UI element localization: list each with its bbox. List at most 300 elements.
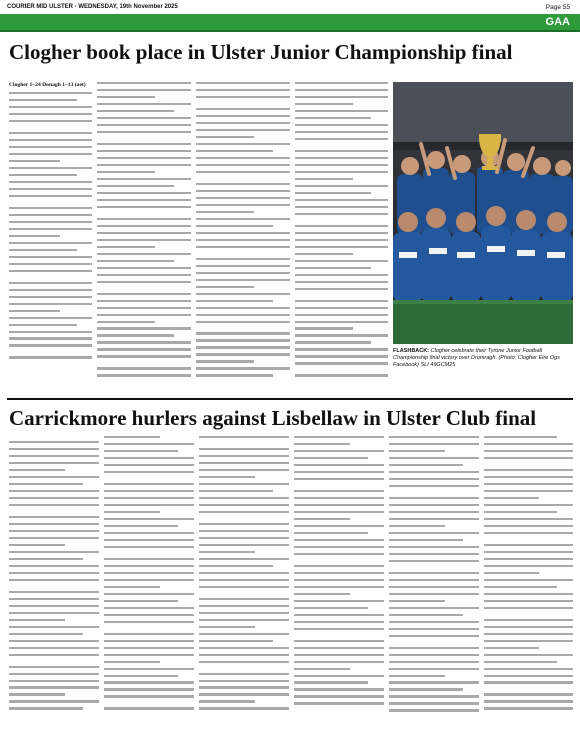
body-text-line — [97, 199, 191, 201]
body-text-line — [104, 600, 178, 602]
body-text-line — [199, 490, 273, 492]
body-text-line — [484, 525, 573, 527]
body-text-line — [97, 355, 191, 357]
body-text-line — [484, 457, 573, 459]
body-text-line — [9, 537, 99, 539]
body-text-line — [97, 110, 174, 112]
body-text-line — [389, 709, 479, 711]
body-text-line — [97, 327, 191, 329]
body-text-line — [97, 314, 191, 316]
body-text-line — [97, 281, 191, 283]
body-text-line — [97, 267, 191, 269]
body-text-line — [389, 572, 479, 574]
article2-column-1 — [9, 436, 99, 732]
body-text-line — [295, 206, 388, 208]
body-text-line — [104, 633, 194, 635]
body-text-line — [196, 108, 290, 110]
body-text-line — [389, 539, 463, 541]
body-text-line — [97, 239, 191, 241]
body-text-line — [389, 635, 479, 637]
body-text-line — [484, 450, 573, 452]
article1-column-3 — [196, 82, 290, 394]
body-text-line — [389, 614, 463, 616]
body-text-line — [9, 530, 99, 532]
photo-caption — [393, 348, 573, 369]
body-text-line — [484, 586, 557, 588]
body-text-line — [9, 113, 92, 115]
body-text-line — [199, 476, 255, 478]
body-text-line — [9, 441, 99, 443]
body-text-line — [97, 131, 191, 133]
body-text-line — [295, 89, 388, 91]
body-text-line — [196, 272, 290, 274]
body-text-line — [199, 530, 289, 532]
body-text-line — [104, 471, 194, 473]
body-text-line — [196, 204, 290, 206]
body-text-line — [104, 457, 194, 459]
body-text-line — [9, 331, 92, 333]
body-text-line — [199, 598, 289, 600]
body-text-line — [199, 544, 289, 546]
section-label: GAA — [545, 16, 570, 28]
body-text-line — [199, 455, 289, 457]
body-text-line — [196, 314, 290, 316]
body-text-line — [104, 695, 194, 697]
body-text-line — [199, 661, 289, 663]
body-text-line — [9, 221, 92, 223]
body-text-line — [9, 120, 92, 122]
body-text-line — [389, 546, 479, 548]
team-celebration-photo — [393, 82, 573, 344]
body-text-line — [389, 654, 479, 656]
body-text-line — [199, 483, 289, 485]
body-text-line — [294, 497, 384, 499]
body-text-line — [484, 619, 573, 621]
body-text-line — [97, 192, 191, 194]
body-text-line — [294, 525, 384, 527]
body-text-line — [196, 143, 290, 145]
body-text-line — [484, 483, 573, 485]
body-text-line — [389, 478, 479, 480]
body-text-line — [97, 218, 191, 220]
body-text-line — [196, 293, 290, 295]
body-text-line — [196, 115, 290, 117]
caption-text: Clogher celebrate their Tyrone Junior Football Championship final victory over Dromragh. (Photo: Clogher Eire Ogs Facebook) SLI 49GCM25 — [393, 348, 560, 368]
body-text-line — [389, 485, 479, 487]
body-text-line — [97, 206, 191, 208]
body-text-line — [97, 150, 191, 152]
body-text-line — [9, 666, 99, 668]
article1-byline: Clogher 1–24 Donagh 1–13 (aet) — [9, 82, 86, 88]
body-text-line — [9, 153, 92, 155]
body-text-line — [294, 553, 384, 555]
body-text-line — [104, 654, 194, 656]
body-text-line — [9, 605, 99, 607]
body-text-line — [97, 157, 191, 159]
body-text-line — [295, 117, 371, 119]
body-text-line — [389, 457, 479, 459]
body-text-line — [104, 546, 194, 548]
body-text-line — [9, 160, 60, 162]
article-divider — [7, 398, 573, 400]
body-text-line — [294, 654, 384, 656]
body-text-line — [97, 185, 174, 187]
body-text-line — [484, 668, 573, 670]
body-text-line — [104, 572, 194, 574]
body-text-line — [295, 327, 353, 329]
body-text-line — [104, 668, 194, 670]
body-text-line — [9, 270, 92, 272]
body-text-line — [104, 464, 194, 466]
body-text-line — [9, 565, 99, 567]
body-text-line — [484, 511, 557, 513]
body-text-line — [294, 647, 384, 649]
body-text-line — [389, 471, 479, 473]
body-text-line — [104, 518, 194, 520]
body-text-line — [389, 436, 479, 438]
body-text-line — [484, 579, 573, 581]
body-text-line — [389, 607, 479, 609]
body-text-line — [295, 138, 388, 140]
body-text-line — [389, 464, 463, 466]
body-text-line — [97, 260, 174, 262]
article2-column-3 — [199, 436, 289, 732]
body-text-line — [294, 546, 384, 548]
body-text-line — [199, 633, 289, 635]
body-text-line — [196, 346, 290, 348]
body-text-line — [389, 450, 445, 452]
body-text-line — [199, 612, 289, 614]
body-text-line — [294, 586, 384, 588]
body-text-line — [196, 367, 290, 369]
body-text-line — [9, 654, 99, 656]
body-text-line — [9, 92, 92, 94]
body-text-line — [294, 668, 350, 670]
body-text-line — [196, 225, 273, 227]
body-text-line — [294, 579, 384, 581]
body-text-line — [196, 246, 290, 248]
body-text-line — [389, 695, 479, 697]
body-text-line — [294, 450, 384, 452]
body-text-line — [199, 579, 289, 581]
masthead-bar — [0, 0, 580, 14]
body-text-line — [9, 242, 92, 244]
body-text-line — [9, 551, 99, 553]
body-text-line — [104, 450, 178, 452]
body-text-line — [199, 626, 255, 628]
body-text-line — [196, 171, 290, 173]
body-text-line — [389, 511, 479, 513]
body-text-line — [199, 462, 289, 464]
body-text-line — [9, 673, 99, 675]
article1-headline: Clogher book place in Ulster Junior Championship final — [9, 40, 513, 64]
body-text-line — [484, 633, 573, 635]
body-text-line — [199, 511, 289, 513]
body-text-line — [97, 225, 191, 227]
body-text-line — [484, 476, 573, 478]
body-text-line — [9, 619, 65, 621]
body-text-line — [196, 89, 290, 91]
body-text-line — [196, 157, 290, 159]
body-text-line — [484, 532, 573, 534]
body-text-line — [295, 253, 353, 255]
body-text-line — [97, 334, 174, 336]
body-text-line — [9, 544, 65, 546]
article1-column-2 — [97, 82, 191, 394]
body-text-line — [196, 122, 290, 124]
body-text-line — [484, 607, 573, 609]
body-text-line — [199, 619, 289, 621]
body-text-line — [196, 164, 290, 166]
body-text-line — [104, 532, 194, 534]
body-text-line — [484, 565, 573, 567]
body-text-line — [97, 300, 191, 302]
body-text-line — [97, 171, 155, 173]
body-text-line — [294, 478, 384, 480]
body-text-line — [199, 707, 289, 709]
body-text-line — [9, 448, 99, 450]
body-text-line — [294, 572, 384, 574]
body-text-line — [484, 640, 573, 642]
body-text-line — [104, 607, 194, 609]
body-text-line — [199, 523, 289, 525]
body-text-line — [295, 124, 388, 126]
body-text-line — [9, 289, 92, 291]
body-text-line — [9, 497, 99, 499]
body-text-line — [196, 258, 290, 260]
body-text-line — [104, 593, 194, 595]
body-text-line — [389, 593, 479, 595]
article2-column-4 — [294, 436, 384, 732]
body-text-line — [9, 591, 99, 593]
body-text-line — [199, 537, 289, 539]
body-text-line — [389, 525, 445, 527]
body-text-line — [295, 348, 388, 350]
body-text-line — [104, 707, 194, 709]
body-text-line — [196, 218, 290, 220]
body-text-line — [484, 654, 573, 656]
body-text-line — [104, 443, 194, 445]
body-text-line — [97, 348, 191, 350]
body-text-line — [196, 82, 290, 84]
body-text-line — [9, 167, 92, 169]
body-text-line — [9, 626, 99, 628]
body-text-line — [97, 232, 191, 234]
body-text-line — [484, 681, 573, 683]
body-text-line — [97, 82, 191, 84]
body-text-line — [484, 647, 539, 649]
body-text-line — [9, 132, 92, 134]
body-text-line — [199, 436, 289, 438]
body-text-line — [9, 235, 60, 237]
body-text-line — [196, 232, 290, 234]
body-text-line — [294, 628, 384, 630]
body-text-line — [295, 192, 371, 194]
body-text-line — [104, 558, 194, 560]
body-text-line — [9, 504, 99, 506]
article2-column-6 — [484, 436, 573, 732]
body-text-line — [196, 183, 290, 185]
body-text-line — [97, 274, 191, 276]
body-text-line — [295, 341, 371, 343]
body-text-line — [295, 321, 388, 323]
body-text-line — [199, 654, 289, 656]
body-text-line — [9, 455, 99, 457]
body-text-line — [97, 307, 191, 309]
body-text-line — [9, 188, 92, 190]
body-text-line — [294, 539, 384, 541]
body-text-line — [484, 436, 557, 438]
body-text-line — [104, 675, 178, 677]
body-text-line — [97, 374, 191, 376]
body-text-line — [9, 469, 65, 471]
body-text-line — [97, 341, 191, 343]
body-text-line — [294, 443, 350, 445]
body-text-line — [294, 490, 384, 492]
body-text-line — [294, 688, 384, 690]
body-text-line — [389, 621, 479, 623]
body-text-line — [9, 693, 65, 695]
body-text-line — [9, 324, 77, 326]
body-text-line — [389, 532, 479, 534]
body-text-line — [389, 443, 479, 445]
body-text-line — [196, 286, 254, 288]
body-text-line — [9, 523, 99, 525]
body-text-line — [196, 339, 290, 341]
body-text-line — [104, 647, 194, 649]
body-text-line — [104, 483, 194, 485]
body-text-line — [484, 504, 573, 506]
body-text-line — [295, 164, 388, 166]
body-text-line — [295, 82, 388, 84]
body-text-line — [294, 621, 384, 623]
article2-column-5 — [389, 436, 479, 732]
body-text-line — [9, 337, 92, 339]
body-text-line — [9, 633, 83, 635]
body-text-line — [9, 256, 92, 258]
body-text-line — [484, 497, 539, 499]
body-text-line — [295, 96, 388, 98]
body-text-line — [196, 332, 290, 334]
body-text-line — [295, 185, 388, 187]
body-text-line — [97, 164, 191, 166]
body-text-line — [389, 661, 479, 663]
body-text-line — [9, 99, 77, 101]
body-text-line — [104, 661, 160, 663]
body-text-line — [295, 178, 353, 180]
body-text-line — [196, 360, 254, 362]
body-text-line — [199, 640, 273, 642]
body-text-line — [9, 310, 60, 312]
body-text-line — [9, 344, 92, 346]
body-text-line — [199, 448, 289, 450]
body-text-line — [196, 279, 290, 281]
body-text-line — [294, 640, 384, 642]
body-text-line — [9, 686, 99, 688]
body-text-line — [9, 139, 92, 141]
body-text-line — [199, 586, 289, 588]
body-text-line — [484, 469, 573, 471]
body-text-line — [295, 288, 388, 290]
body-text-line — [294, 511, 384, 513]
body-text-line — [196, 129, 290, 131]
body-text-line — [9, 462, 99, 464]
body-text-line — [104, 436, 160, 438]
body-text-line — [97, 321, 155, 323]
body-text-line — [9, 579, 99, 581]
body-text-line — [294, 504, 384, 506]
body-text-line — [97, 253, 191, 255]
body-text-line — [196, 353, 290, 355]
body-text-line — [294, 464, 384, 466]
body-text-line — [104, 586, 160, 588]
body-text-line — [9, 680, 99, 682]
body-text-line — [104, 511, 160, 513]
body-text-line — [9, 146, 92, 148]
body-text-line — [295, 131, 388, 133]
body-text-line — [294, 532, 368, 534]
body-text-line — [295, 213, 388, 215]
body-text-line — [196, 150, 273, 152]
body-text-line — [295, 334, 388, 336]
body-text-line — [9, 174, 77, 176]
body-text-line — [389, 628, 479, 630]
body-text-line — [9, 483, 83, 485]
body-text-line — [9, 572, 99, 574]
body-text-line — [9, 181, 92, 183]
body-text-line — [389, 518, 479, 520]
body-text-line — [295, 110, 388, 112]
body-text-line — [9, 598, 99, 600]
page-number: Page 55 — [545, 3, 570, 11]
body-text-line — [295, 355, 388, 357]
body-text-line — [9, 282, 92, 284]
section-banner — [0, 14, 580, 32]
body-text-line — [295, 314, 388, 316]
body-text-line — [9, 228, 92, 230]
body-text-line — [294, 675, 384, 677]
body-text-line — [295, 246, 388, 248]
body-text-line — [484, 544, 573, 546]
body-text-line — [199, 680, 289, 682]
body-text-line — [295, 150, 388, 152]
body-text-line — [389, 553, 479, 555]
body-text-line — [9, 476, 99, 478]
body-text-line — [9, 263, 92, 265]
body-text-line — [389, 702, 479, 704]
body-text-line — [104, 688, 194, 690]
body-text-line — [104, 525, 178, 527]
body-text-line — [295, 157, 388, 159]
body-text-line — [295, 239, 388, 241]
body-text-line — [196, 374, 273, 376]
body-text-line — [199, 686, 289, 688]
body-text-line — [294, 471, 384, 473]
body-text-line — [389, 600, 445, 602]
body-text-line — [389, 688, 463, 690]
body-text-line — [104, 539, 194, 541]
body-text-line — [294, 681, 368, 683]
body-text-line — [199, 700, 255, 702]
body-text-line — [294, 661, 384, 663]
body-text-line — [294, 593, 350, 595]
body-text-line — [196, 300, 273, 302]
article2-column-2 — [104, 436, 194, 732]
body-text-line — [295, 103, 353, 105]
body-text-line — [484, 551, 573, 553]
body-text-line — [294, 600, 384, 602]
body-text-line — [9, 296, 92, 298]
